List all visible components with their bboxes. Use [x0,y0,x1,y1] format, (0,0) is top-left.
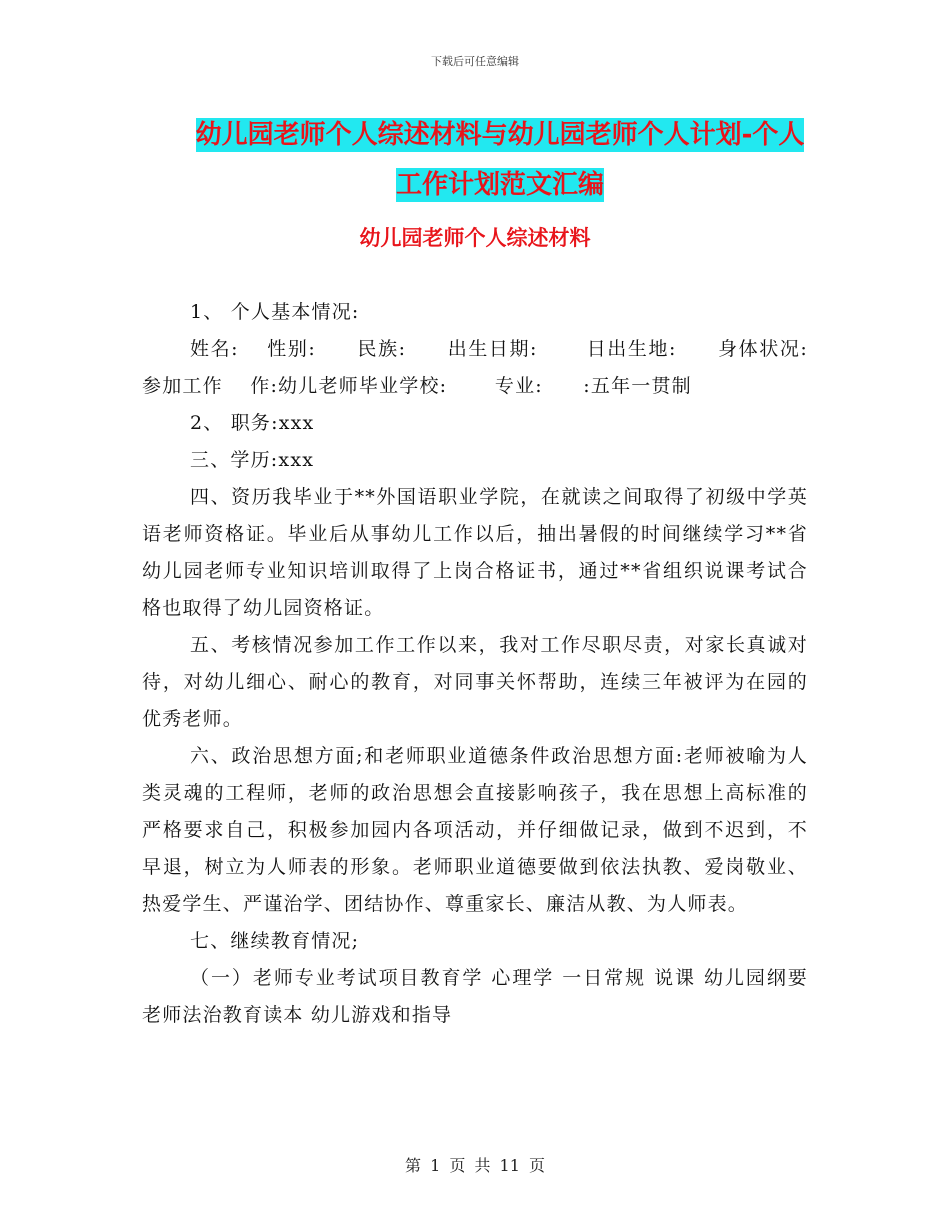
paragraph-exam-items: （一）老师专业考试项目教育学 心理学 一日常规 说课 幼儿园纲要 老师法治教育读本 幼儿游戏和指导 [142,967,808,1026]
document-body [142,294,849,1034]
paragraph-political-ideology: 六、政治思想方面;和老师职业道德条件政治思想方面:老师被喻为人类灵魂的工程师，老师的政治思想会直接影响孩子，我在思想上高标准的严格要求自己，积极参加园内各项活动，并仔细做记录，做到不迟到，不早退，树立为人师表的形象。老师职业道德要做到依法执教、爱岗敬业、热爱学生、严谨治学、团结协作、尊重家长、廉洁从教、为人师表。 [142,745,808,915]
title-line-1: 幼儿园老师个人综述材料与幼儿园老师个人计划-个人 [195,120,805,150]
paragraph-assessment: 五、考核情况参加工作工作以来，我对工作尽职尽责，对家长真诚对待，对幼儿细心、耐心的教育，对同事关怀帮助，连续三年被评为在园的优秀老师。 [142,634,808,730]
paragraph-qualifications: 四、资历我毕业于**外国语职业学院，在就读之间取得了初级中学英语老师资格证。毕业后从事幼儿工作以后，抽出暑假的时间继续学习**省幼儿园老师专业知识培训取得了上岗合格证书，通过**省组织说课考试合格也取得了幼儿园资格证。 [142,486,808,619]
page-footer: 第 1 页 共 11 页 [405,1156,545,1175]
paragraph-education: 三、学历:xxx [190,449,315,471]
paragraph-basic-info-fields: 姓名: 性别: 民族: 出生日期: 日出生地: 身体状况: 参加工作 作:幼儿老师毕业学校: 专业: :五年一贯制 [142,338,849,397]
header-note: 下载后可任意编辑 [431,55,519,68]
paragraph-basic-info-heading: 1、 个人基本情况: [190,301,360,323]
title-line-2: 工作计划范文汇编 [395,170,604,200]
document-title [180,110,820,210]
section-title: 幼儿园老师个人综述材料 [359,226,591,250]
paragraph-position: 2、 职务:xxx [190,412,315,434]
paragraph-continuing-education-heading: 七、继续教育情况; [190,930,360,952]
